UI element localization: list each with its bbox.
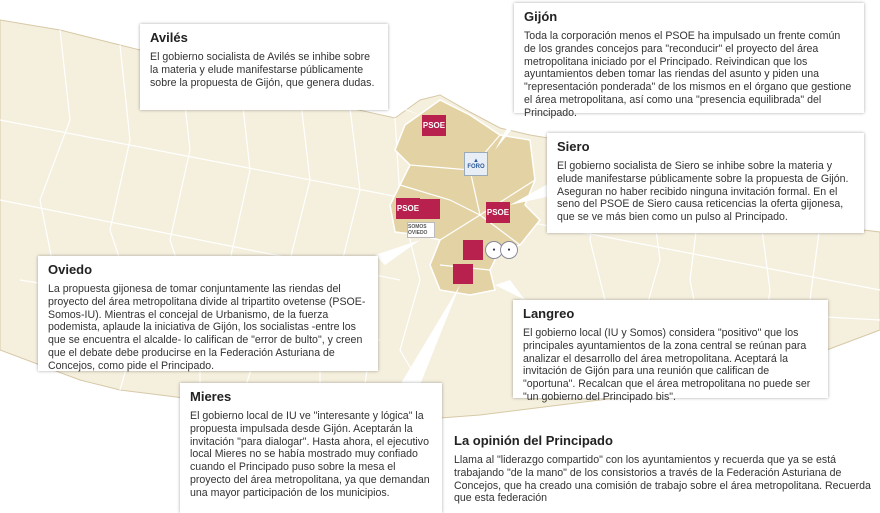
- psoe-logo-icon: PSOE: [422, 115, 446, 136]
- callout-title: Siero: [557, 139, 590, 154]
- callout-title: Langreo: [523, 306, 575, 321]
- foro-logo-icon: ▲ FORO: [464, 152, 488, 176]
- callout-langreo: [513, 300, 828, 403]
- iu-logo-icon: [420, 199, 440, 219]
- principado-opinion: [454, 433, 874, 505]
- callout-title: Oviedo: [48, 262, 93, 277]
- principado-title: La opinión del Principado: [454, 433, 613, 448]
- callout-title: Mieres: [190, 389, 232, 404]
- iu-logo-icon: [463, 240, 483, 260]
- callout-text: El gobierno socialista de Avilés se inhibe sobre la materia y elude manifestarse públicamente sobre la propuesta de Gijón, que genera dudas.: [150, 51, 375, 89]
- callout-siero: [547, 133, 864, 233]
- callout-text: El gobierno local (IU y Somos) considera "positivo" que los principales ayuntamientos de la zona central se reúnan para analizar el desarrollo del área metropolitana. Aceptará la invitación de Gijón para una reunión que califican de "oportuna". Recalcan que el área metropolitana no puede ser "un gobierno del Principado bis".: [523, 327, 811, 403]
- party-logo-icon: ●: [485, 241, 503, 259]
- callout-aviles: [140, 24, 388, 110]
- psoe-logo-icon: PSOE: [486, 202, 510, 223]
- callout-gijon: [514, 3, 864, 119]
- callout-text: El gobierno local de IU ve "interesante y lógica" la propuesta impulsada desde Gijón. Aceptarán la invitación "para dialogar". Hasta ahora, el ejecutivo local Mieres no se había mostrado muy confiado cuando el Principado puso sobre la mesa el proyecto del área metropolitana, ya que demandan una mayor participación de los municipios.: [190, 410, 430, 499]
- iu-logo-icon: [453, 264, 473, 284]
- callout-mieres: [180, 383, 442, 513]
- party-logo-icon: ●: [500, 241, 518, 259]
- callout-text: El gobierno socialista de Siero se inhibe sobre la materia y elude manifestarse públicamente sobre la propuesta de Gijón. Aseguran no haber recibido ninguna invitación formal. En el seno del PSOE de Siero causa reticencias la oferta gijonesa, que se ve más bien como un pulso al Principado.: [557, 160, 849, 224]
- callout-title: Gijón: [524, 9, 558, 24]
- psoe-logo-icon: PSOE: [396, 198, 420, 219]
- callout-oviedo: [38, 256, 378, 371]
- principado-text: Llama al "liderazgo compartido" con los ayuntamientos y recuerda que ya se está trabajando "de la mano" de los consistorios a través de la Federación Asturiana de Concejos, que ha creado una comisión de trabajo sobre el área metropolitana. Recuerda que esta federación: [454, 454, 871, 505]
- callout-title: Avilés: [150, 30, 188, 45]
- somos-logo-icon: SOMOS OVIEDO: [407, 222, 435, 238]
- callout-text: Toda la corporación menos el PSOE ha impulsado un frente común de los grandes concejos para "reconducir" el proyecto del área metropolitana iniciado por el Principado. Reivindican que los ayuntamientos deben tomar las riendas del asunto y piden una "representación ponderada" de los mismos en el órgano que gestione el área metropolitana, así como una "presencia equilibrada" del Principado.: [524, 30, 852, 119]
- callout-text: La propuesta gijonesa de tomar conjuntamente las riendas del proyecto del área metropolitana divide al tripartito ovetense (PSOE-Somos-IU). Mientras el concejal de Urbanismo, de la fuerza podemista, aplaude la iniciativa de Gijón, los socialistas -entre los que se encuentra el alcalde- lo califican de "error de bulto", y creen que el debate debe producirse en la Federación Asturiana de Concejos, como pide el Principado.: [48, 283, 366, 372]
